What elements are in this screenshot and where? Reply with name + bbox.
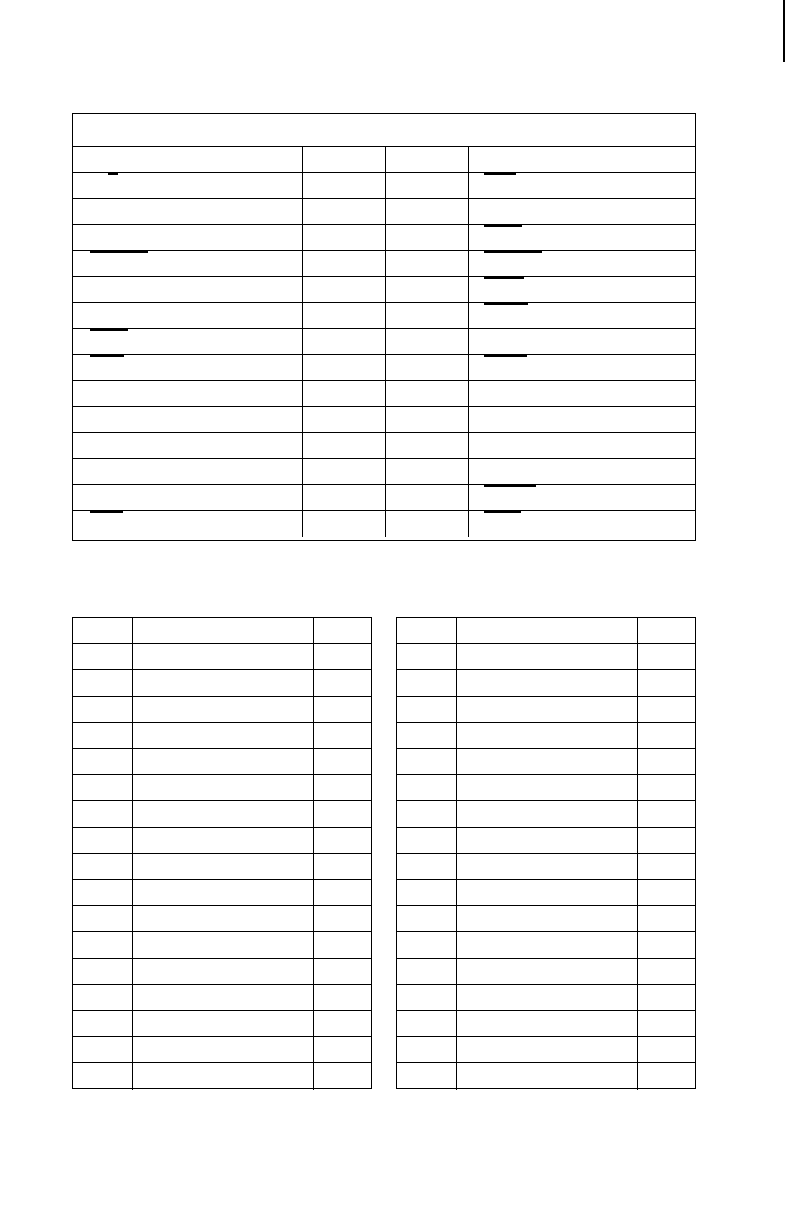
sub-table-row [73, 959, 371, 985]
table-cell [313, 618, 372, 643]
table-cell [468, 459, 695, 484]
main-table-row [73, 407, 695, 433]
sub-table-row [73, 723, 371, 749]
table-cell [637, 1063, 696, 1089]
underline-mark [484, 225, 522, 227]
table-cell [73, 511, 302, 537]
sub-table-left [72, 617, 372, 1089]
table-cell [397, 723, 456, 748]
table-cell [73, 251, 302, 276]
table-cell [73, 723, 132, 748]
table-cell [385, 199, 468, 224]
table-cell [132, 828, 313, 853]
table-cell [397, 880, 456, 905]
table-cell [637, 959, 696, 984]
table-cell [397, 670, 456, 695]
sub-table-row [397, 854, 695, 880]
table-cell [637, 932, 696, 957]
table-cell [397, 1037, 456, 1062]
table-cell [456, 697, 637, 722]
table-cell [637, 880, 696, 905]
sub-table-right [396, 617, 696, 1089]
sub-table-row [73, 1037, 371, 1063]
table-cell [637, 697, 696, 722]
table-cell [73, 459, 302, 484]
table-cell [468, 381, 695, 406]
underline-mark [90, 329, 128, 331]
table-cell [132, 1037, 313, 1062]
underline-mark [484, 485, 536, 487]
table-cell [637, 723, 696, 748]
table-cell [456, 854, 637, 879]
table-cell [73, 1011, 132, 1036]
table-cell [73, 1037, 132, 1062]
table-cell [313, 697, 372, 722]
table-cell [456, 1063, 637, 1089]
table-cell [385, 511, 468, 537]
table-cell [456, 906, 637, 931]
main-table-title [73, 114, 695, 147]
table-cell [73, 485, 302, 510]
table-cell [397, 801, 456, 826]
main-table-row [73, 225, 695, 251]
table-cell [397, 1011, 456, 1036]
table-cell [397, 828, 456, 853]
table-cell [132, 801, 313, 826]
table-cell [313, 880, 372, 905]
table-cell [456, 749, 637, 774]
table-cell [73, 880, 132, 905]
sub-table-row [73, 932, 371, 958]
table-cell [385, 459, 468, 484]
table-cell [73, 644, 132, 669]
sub-table-row [73, 801, 371, 827]
table-cell [73, 697, 132, 722]
table-cell [456, 828, 637, 853]
table-cell [397, 697, 456, 722]
table-cell [132, 959, 313, 984]
sub-table-row [73, 1011, 371, 1037]
table-cell [302, 173, 385, 198]
table-cell [637, 906, 696, 931]
underline-mark [90, 511, 123, 513]
table-cell [73, 407, 302, 432]
table-cell [73, 670, 132, 695]
sub-table-row [397, 959, 695, 985]
table-cell [468, 277, 695, 302]
sub-table-row [397, 801, 695, 827]
table-cell [385, 381, 468, 406]
table-cell [637, 801, 696, 826]
table-cell [302, 303, 385, 328]
table-cell [132, 880, 313, 905]
table-cell [132, 854, 313, 879]
header-cell [385, 147, 468, 172]
table-cell [385, 251, 468, 276]
table-cell [456, 801, 637, 826]
table-cell [73, 618, 132, 643]
sub-table-row [73, 749, 371, 775]
table-cell [313, 828, 372, 853]
table-cell [132, 723, 313, 748]
table-cell [456, 618, 637, 643]
sub-table-row [397, 1063, 695, 1089]
table-cell [468, 511, 695, 537]
underline-mark [484, 251, 542, 253]
table-cell [313, 1037, 372, 1062]
table-cell [302, 329, 385, 354]
table-cell [302, 199, 385, 224]
table-cell [73, 906, 132, 931]
sub-table-row [73, 697, 371, 723]
sub-table-row [397, 906, 695, 932]
table-cell [456, 644, 637, 669]
main-table [72, 113, 696, 541]
sub-table-row [73, 1063, 371, 1089]
table-cell [73, 854, 132, 879]
table-cell [132, 985, 313, 1010]
sub-table-row [397, 670, 695, 696]
table-cell [132, 906, 313, 931]
table-cell [468, 251, 695, 276]
table-cell [73, 959, 132, 984]
table-cell [468, 355, 695, 380]
table-cell [397, 854, 456, 879]
main-table-row [73, 381, 695, 407]
table-cell [397, 644, 456, 669]
table-cell [302, 407, 385, 432]
sub-table-row [397, 723, 695, 749]
sub-table-row [73, 828, 371, 854]
table-cell [385, 329, 468, 354]
table-cell [397, 906, 456, 931]
sub-table-row [397, 1037, 695, 1063]
table-cell [313, 723, 372, 748]
table-cell [637, 1011, 696, 1036]
main-table-row [73, 303, 695, 329]
table-cell [132, 749, 313, 774]
table-cell [397, 749, 456, 774]
sub-table-row [397, 1011, 695, 1037]
table-cell [468, 199, 695, 224]
table-cell [73, 801, 132, 826]
table-cell [73, 1063, 132, 1089]
header-cell [73, 147, 302, 172]
table-cell [73, 381, 302, 406]
table-cell [132, 644, 313, 669]
sub-table-row [73, 985, 371, 1011]
table-cell [397, 775, 456, 800]
table-cell [385, 485, 468, 510]
sub-table-row [73, 906, 371, 932]
main-table-row [73, 173, 695, 199]
table-cell [637, 618, 696, 643]
table-cell [132, 775, 313, 800]
table-cell [73, 303, 302, 328]
table-cell [468, 303, 695, 328]
sub-table-row [397, 775, 695, 801]
table-cell [302, 355, 385, 380]
table-cell [385, 303, 468, 328]
sub-table-row [73, 775, 371, 801]
main-table-row [73, 511, 695, 537]
table-cell [397, 618, 456, 643]
table-cell [313, 775, 372, 800]
table-cell [468, 225, 695, 250]
table-cell [313, 801, 372, 826]
table-cell [637, 1037, 696, 1062]
table-cell [397, 932, 456, 957]
table-cell [73, 225, 302, 250]
table-cell [468, 433, 695, 458]
table-cell [132, 932, 313, 957]
table-cell [456, 1037, 637, 1062]
table-cell [468, 173, 695, 198]
sub-table-row [397, 932, 695, 958]
table-cell [73, 199, 302, 224]
table-cell [302, 277, 385, 302]
table-cell [73, 329, 302, 354]
table-cell [456, 670, 637, 695]
sub-table-row [73, 670, 371, 696]
table-cell [637, 670, 696, 695]
underline-mark [484, 277, 524, 279]
table-cell [132, 618, 313, 643]
table-cell [637, 749, 696, 774]
sub-table-header [73, 618, 371, 644]
table-cell [73, 828, 132, 853]
sub-table-row [397, 985, 695, 1011]
sub-table-row [73, 880, 371, 906]
table-cell [73, 355, 302, 380]
sub-table-row [397, 644, 695, 670]
main-table-row [73, 459, 695, 485]
table-cell [302, 225, 385, 250]
table-cell [385, 407, 468, 432]
table-cell [302, 511, 385, 537]
underline-mark [108, 173, 118, 175]
table-cell [637, 854, 696, 879]
header-cell [302, 147, 385, 172]
main-table-row [73, 329, 695, 355]
sub-table-row [73, 854, 371, 880]
table-cell [456, 959, 637, 984]
table-cell [132, 697, 313, 722]
table-cell [313, 854, 372, 879]
table-cell [313, 932, 372, 957]
table-cell [132, 670, 313, 695]
main-table-header [73, 147, 695, 173]
table-cell [302, 251, 385, 276]
table-cell [397, 959, 456, 984]
table-cell [456, 775, 637, 800]
table-cell [73, 775, 132, 800]
table-cell [456, 985, 637, 1010]
table-cell [313, 644, 372, 669]
main-table-row [73, 251, 695, 277]
table-cell [302, 485, 385, 510]
sub-table-row [397, 828, 695, 854]
margin-rule [783, 0, 785, 62]
table-cell [468, 407, 695, 432]
table-cell [313, 670, 372, 695]
underline-mark [484, 303, 528, 305]
table-cell [313, 959, 372, 984]
table-cell [73, 749, 132, 774]
table-cell [637, 985, 696, 1010]
table-cell [637, 828, 696, 853]
table-cell [313, 985, 372, 1010]
table-cell [385, 173, 468, 198]
main-table-row [73, 199, 695, 225]
table-cell [397, 1063, 456, 1089]
table-cell [456, 932, 637, 957]
table-cell [385, 225, 468, 250]
table-cell [468, 485, 695, 510]
table-cell [385, 355, 468, 380]
header-cell [468, 147, 695, 172]
sub-table-header [397, 618, 695, 644]
table-cell [637, 644, 696, 669]
table-cell [73, 173, 302, 198]
table-cell [456, 723, 637, 748]
table-cell [132, 1011, 313, 1036]
underline-mark [484, 173, 516, 175]
table-cell [637, 775, 696, 800]
table-cell [385, 433, 468, 458]
table-cell [73, 277, 302, 302]
table-cell [313, 1063, 372, 1089]
table-cell [302, 433, 385, 458]
table-cell [73, 985, 132, 1010]
table-cell [385, 277, 468, 302]
underline-mark [484, 355, 527, 357]
sub-table-row [397, 880, 695, 906]
underline-mark [90, 355, 124, 357]
table-cell [313, 749, 372, 774]
table-cell [73, 433, 302, 458]
table-cell [132, 1063, 313, 1089]
table-cell [302, 381, 385, 406]
main-table-row [73, 485, 695, 511]
table-cell [313, 1011, 372, 1036]
table-cell [73, 932, 132, 957]
table-cell [397, 985, 456, 1010]
main-table-row [73, 433, 695, 459]
table-cell [313, 906, 372, 931]
table-cell [456, 880, 637, 905]
main-table-row [73, 355, 695, 381]
sub-table-row [397, 697, 695, 723]
table-cell [456, 1011, 637, 1036]
underline-mark [90, 251, 148, 253]
sub-table-row [397, 749, 695, 775]
main-table-row [73, 277, 695, 303]
sub-table-row [73, 644, 371, 670]
table-cell [468, 329, 695, 354]
underline-mark [484, 511, 521, 513]
table-cell [302, 459, 385, 484]
